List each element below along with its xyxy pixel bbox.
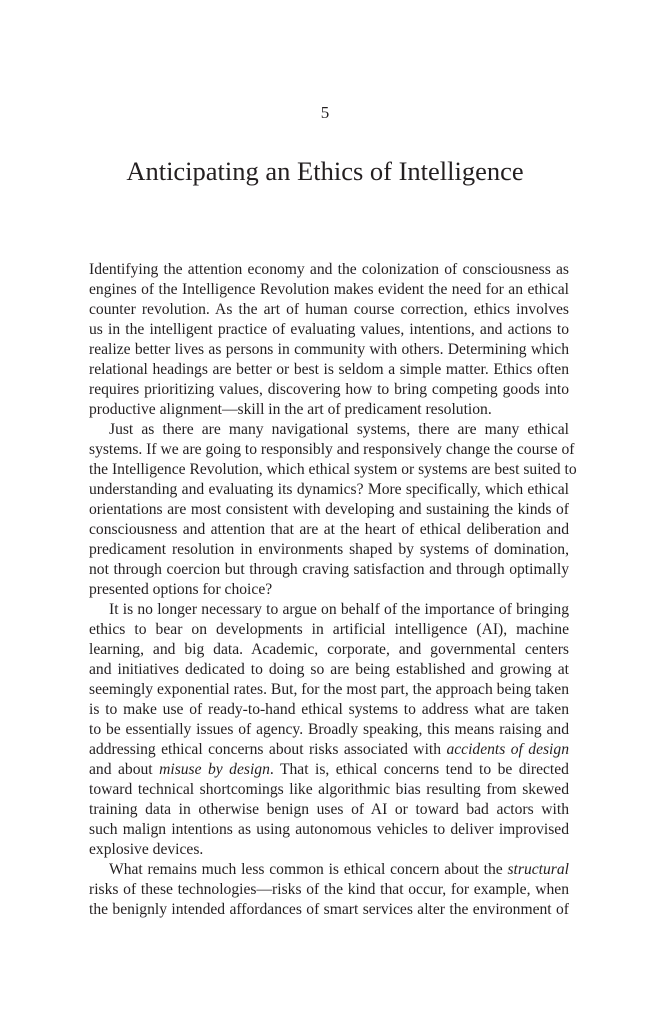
text-line: [89, 720, 569, 740]
text-line: [89, 900, 569, 920]
text-line: [89, 400, 569, 420]
text-run: orientations are most consistent with developing and sustaining the kinds of: [89, 501, 569, 518]
text-run: relational headings are better or best is seldom a simple matter. Ethics often: [89, 361, 569, 378]
chapter-title: Anticipating an Ethics of Intelligence: [126, 156, 524, 186]
paragraph: [89, 860, 569, 920]
text-run: not through coercion but through craving satisfaction and through optimally: [89, 561, 569, 578]
text-line: [89, 660, 569, 680]
text-run: learning, and big data. Academic, corporate, and governmental centers: [89, 641, 569, 658]
text-run: to be essentially issues of agency. Broadly speaking, this means raising and: [89, 721, 569, 738]
text-line: [89, 780, 569, 800]
text-line: [89, 700, 569, 720]
text-line: [89, 560, 569, 580]
text-run: toward technical shortcomings like algorithmic bias resulting from skewed: [89, 781, 569, 798]
text-run: realize better lives as persons in community with others. Determining which: [89, 341, 569, 358]
text-line: [89, 280, 569, 300]
text-run: and initiatives dedicated to doing so are being established and growing at: [89, 661, 569, 678]
text-line: [89, 360, 569, 380]
text-run: systems. If we are going to responsibly and responsively change the course of: [89, 441, 575, 458]
text-run: the Intelligence Revolution, which ethical system or systems are best suited to: [89, 461, 577, 478]
text-run: . That is, ethical concerns tend to be directed: [269, 761, 569, 778]
text-line: [89, 800, 569, 820]
italic-phrase: structural: [507, 861, 569, 878]
text-line: [89, 860, 569, 880]
text-run: It is no longer necessary to argue on behalf of the importance of bringing: [109, 601, 569, 618]
text-line: [89, 300, 569, 320]
text-run: training data in otherwise benign uses of AI or toward bad actors with: [89, 801, 569, 818]
text-line: [89, 680, 569, 700]
text-run: understanding and evaluating its dynamics? More specifically, which ethical: [89, 481, 569, 498]
text-run: counter revolution. As the art of human course correction, ethics involves: [89, 301, 569, 318]
text-line: [89, 620, 569, 640]
text-run: productive alignment—skill in the art of predicament resolution.: [89, 401, 492, 418]
body-text: [89, 260, 577, 920]
text-run: engines of the Intelligence Revolution makes evident the need for an ethical: [89, 281, 569, 298]
text-line: [89, 340, 569, 360]
text-run: and about: [89, 761, 160, 778]
text-run: addressing ethical concerns about risks associated with: [89, 741, 447, 758]
text-line: [89, 440, 575, 460]
text-line: [89, 840, 569, 860]
italic-phrase: misuse by design: [159, 761, 270, 778]
text-run: What remains much less common is ethical concern about the: [109, 861, 508, 878]
text-line: [89, 460, 577, 480]
text-run: consciousness and attention that are at the heart of ethical deliberation and: [89, 521, 569, 538]
text-line: [89, 740, 569, 760]
text-run: ethics to bear on developments in artificial intelligence (AI), machine: [89, 621, 569, 638]
paragraph: [89, 600, 569, 860]
text-line: [89, 260, 569, 280]
text-run: requires prioritizing values, discovering how to bring competing goods into: [89, 381, 569, 398]
text-line: [89, 880, 569, 900]
text-run: is to make use of ready-to-hand ethical systems to address what are taken: [89, 701, 569, 718]
italic-phrase: accidents of design: [446, 741, 569, 758]
paragraph: [89, 420, 577, 600]
text-line: [89, 520, 569, 540]
text-line: [89, 580, 569, 600]
text-run: explosive devices.: [89, 841, 204, 858]
text-line: [89, 640, 569, 660]
text-line: [89, 380, 569, 400]
text-run: the benignly intended affordances of smart services alter the environment of: [89, 901, 569, 918]
text-line: [89, 760, 569, 780]
text-run: risks of these technologies—risks of the kind that occur, for example, when: [89, 881, 569, 898]
text-line: [89, 820, 569, 840]
text-line: [89, 600, 569, 620]
text-run: such malign intentions as using autonomous vehicles to deliver improvised: [89, 821, 569, 838]
text-run: Identifying the attention economy and the colonization of consciousness as: [89, 261, 569, 278]
text-run: seemingly exponential rates. But, for the most part, the approach being taken: [89, 681, 569, 698]
paragraph: [89, 260, 569, 420]
text-line: [89, 540, 569, 560]
text-line: [89, 420, 569, 440]
text-line: [89, 500, 569, 520]
text-line: [89, 480, 569, 500]
chapter-number: 5: [320, 103, 330, 122]
text-run: presented options for choice?: [89, 581, 273, 598]
text-run: predicament resolution in environments shaped by systems of domination,: [89, 541, 569, 558]
text-run: Just as there are many navigational systems, there are many ethical: [109, 421, 569, 438]
text-run: us in the intelligent practice of evaluating values, intentions, and actions to: [89, 321, 569, 338]
text-line: [89, 320, 569, 340]
